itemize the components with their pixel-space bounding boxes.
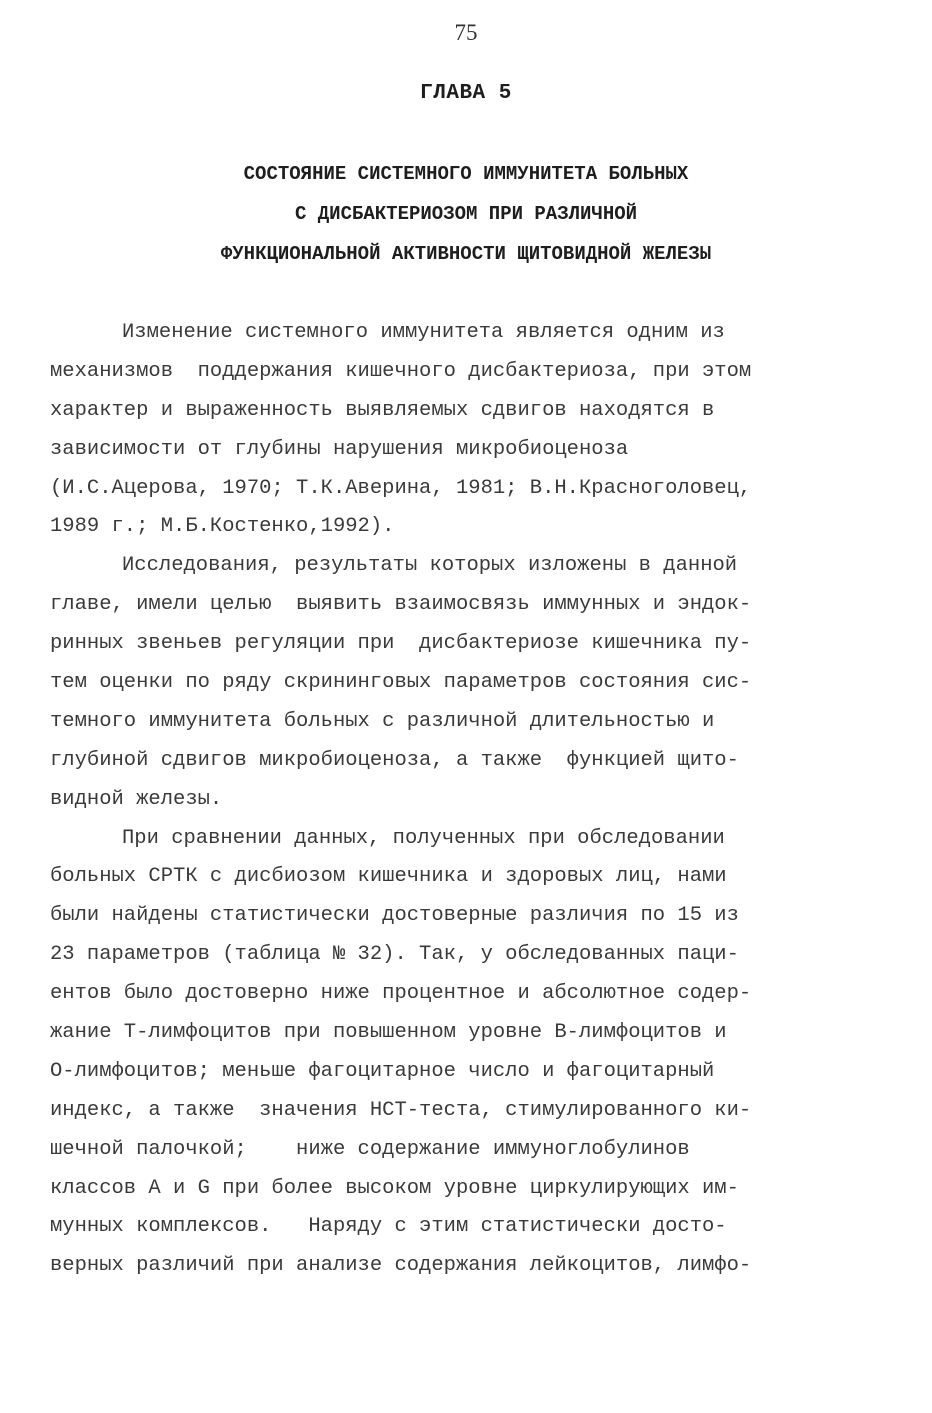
- text-line: главе, имели целью выявить взаимосвязь иммунных и эндок-: [50, 593, 752, 617]
- text-line: темного иммунитета больных с различной длительностью и: [50, 709, 715, 733]
- text-line: тем оценки по ряду скрининговых параметров состояния сис-: [50, 671, 752, 695]
- text-line: видной железы.: [50, 787, 223, 811]
- title-line: ФУНКЦИОНАЛЬНОЙ АКТИВНОСТИ ЩИТОВИДНОЙ ЖЕЛЕЗЫ: [220, 243, 712, 265]
- text-line: больных СРТК с дисбиозом кишечника и здоровых лиц, нами: [50, 865, 727, 889]
- text-line: Исследования, результаты которых изложены в данной: [122, 554, 738, 578]
- text-line: (И.С.Ацерова, 1970; Т.К.Аверина, 1981; В.Н.Красноголовец,: [50, 476, 752, 500]
- text-line: характер и выраженность выявляемых сдвигов находятся в: [50, 398, 715, 422]
- text-line: индекс, а также значения НСТ-теста, стимулированного ки-: [50, 1098, 752, 1122]
- title-line: С ДИСБАКТЕРИОЗОМ ПРИ РАЗЛИЧНОЙ: [294, 203, 638, 225]
- text-line: верных различий при анализе содержания лейкоцитов, лимфо-: [50, 1254, 752, 1278]
- text-line: были найдены статистически достоверные различия по 15 из: [50, 904, 739, 928]
- text-line: глубиной сдвигов микробиоценоза, а также функцией щито-: [50, 748, 739, 772]
- text-line: классов А и G при более высоком уровне циркулирующих им-: [50, 1176, 739, 1200]
- page-number: 75: [454, 20, 478, 45]
- text-line: ентов было достоверно ниже процентное и абсолютное содер-: [50, 982, 752, 1006]
- text-line: О-лимфоцитов; меньше фагоцитарное число и фагоцитарный: [50, 1059, 715, 1083]
- chapter-title: [0, 160, 932, 280]
- chapter-heading: ГЛАВА 5: [420, 82, 512, 105]
- text-line: ринных звеньев регуляции при дисбактериозе кишечника пу-: [50, 632, 752, 656]
- text-line: 23 параметров (таблица № 32). Так, у обследованных паци-: [50, 943, 739, 967]
- text-line: механизмов поддержания кишечного дисбактериоза, при этом: [50, 359, 752, 383]
- title-line: СОСТОЯНИЕ СИСТЕМНОГО ИММУНИТЕТА БОЛЬНЫХ: [243, 163, 689, 185]
- text-line: 1989 г.; М.Б.Костенко,1992).: [50, 515, 395, 539]
- text-line: жание Т-лимфоцитов при повышенном уровне В-лимфоцитов и: [50, 1021, 727, 1045]
- body-text: [50, 314, 900, 1286]
- text-line: шечной палочкой; ниже содержание иммуноглобулинов: [50, 1137, 690, 1161]
- text-line: мунных комплексов. Наряду с этим статистически досто-: [50, 1215, 727, 1239]
- text-line: зависимости от глубины нарушения микробиоценоза: [50, 437, 629, 461]
- text-line: Изменение системного иммунитета является одним из: [122, 321, 725, 344]
- text-line: При сравнении данных, полученных при обследовании: [122, 826, 725, 850]
